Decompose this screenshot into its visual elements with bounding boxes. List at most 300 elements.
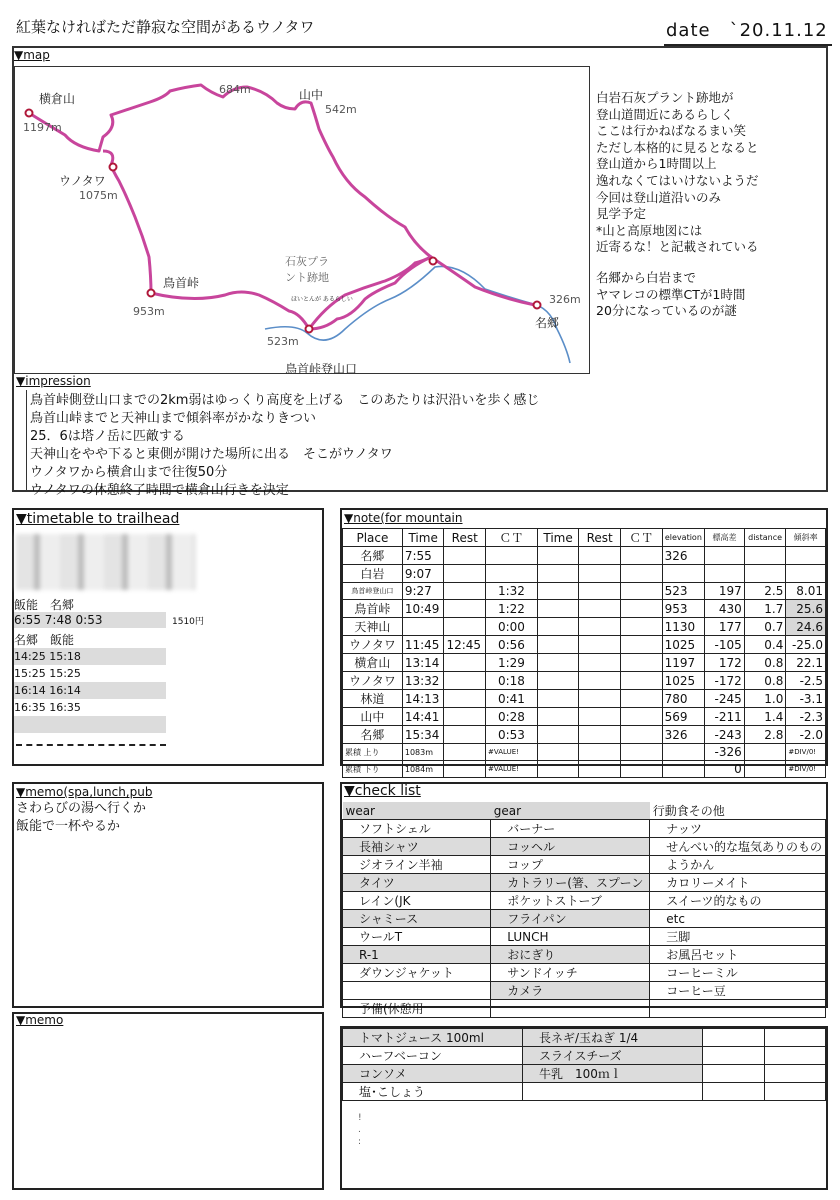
memo-heading: ▼memo <box>16 1013 64 1027</box>
map-label-yamanaka: 山中 <box>299 88 324 102</box>
memo-spa-text <box>16 800 146 836</box>
note-place: 横倉山 <box>343 654 403 672</box>
map-note-line: 登山道間近にあるらしく <box>596 106 734 122</box>
note-cell <box>537 600 579 618</box>
total-diff: -326 <box>705 744 745 761</box>
map-note-line: 登山道から1時間以上 <box>596 156 717 172</box>
note-dist: 2.5 <box>744 583 786 600</box>
note-rest <box>444 708 486 726</box>
note-diff: -211 <box>705 708 745 726</box>
checklist-col-wear: wear <box>343 802 491 820</box>
note-diff: -105 <box>705 636 745 654</box>
note-rest <box>444 618 486 636</box>
note-grade: -3.1 <box>786 690 826 708</box>
note-cell <box>444 744 486 761</box>
note-place: 鳥首峠 <box>343 600 403 618</box>
note-dist: 1.4 <box>744 708 786 726</box>
map-label-nago-elev: 326m <box>549 293 581 306</box>
note-diff: 172 <box>705 654 745 672</box>
shopping-item[interactable]: トマトジュース 100ml <box>343 1029 523 1047</box>
shopping-empty <box>764 1083 826 1101</box>
map-label-yamanaka-elev: 542m <box>325 103 357 116</box>
note-place: 鳥首峠登山口 <box>343 583 403 600</box>
map-note-line: *山と高原地図には <box>596 222 703 238</box>
note-cell <box>620 636 662 654</box>
note-elev: 953 <box>662 600 705 618</box>
impression-line: 天神山をやや下ると東側が開けた場所に出る そこがウノタワ <box>30 447 393 462</box>
note-cell <box>620 761 662 778</box>
note-dist: 1.0 <box>744 690 786 708</box>
note-col: Time <box>402 529 444 547</box>
note-dist <box>744 565 786 583</box>
note-row <box>343 726 826 744</box>
note-ct <box>486 547 538 565</box>
shopping-item[interactable]: スライスチーズ <box>523 1047 703 1065</box>
page-title: 紅葉なければただ静寂な空間があるウノタワ <box>16 18 315 36</box>
checklist-gear-item[interactable]: カメラ <box>491 982 650 1000</box>
shopping-row <box>343 1083 826 1101</box>
note-diff: -243 <box>705 726 745 744</box>
checklist-food-item[interactable]: せんべい的な塩気ありのもの <box>650 838 826 856</box>
note-time: 9:27 <box>402 583 444 600</box>
note-grade: 8.01 <box>786 583 826 600</box>
note-diff: 177 <box>705 618 745 636</box>
checklist-wear-item[interactable]: レイン(JK <box>343 892 491 910</box>
note-place: 名郷 <box>343 547 403 565</box>
note-cell <box>620 654 662 672</box>
note-cell <box>579 654 621 672</box>
note-dist: 1.7 <box>744 600 786 618</box>
checklist-gear-item[interactable]: コップ <box>491 856 650 874</box>
note-col: Time <box>537 529 579 547</box>
shopping-row <box>343 1029 826 1047</box>
note-cell <box>579 583 621 600</box>
checklist-gear-item[interactable]: おにぎり <box>491 946 650 964</box>
note-place: ウノタワ <box>343 672 403 690</box>
note-rest <box>444 565 486 583</box>
note-cell <box>579 565 621 583</box>
note-cell <box>620 744 662 761</box>
note-row <box>343 636 826 654</box>
impression-line: 鳥首山峠までと天神山まで傾斜率がかなりきつい <box>30 411 317 426</box>
timetable-route2: 名郷 飯能 <box>14 633 75 647</box>
checklist-gear-item[interactable]: カトラリー(箸、スプーン <box>491 874 650 892</box>
shopping-empty <box>703 1029 765 1047</box>
map-label-lime-plant-2: ント跡地 <box>285 271 329 284</box>
note-heading: ▼note(for mountain <box>344 511 463 525</box>
shopping-item[interactable]: コンソメ <box>343 1065 523 1083</box>
note-elev: 326 <box>662 726 705 744</box>
note-body <box>343 547 826 744</box>
note-cell <box>579 726 621 744</box>
checklist-food-item[interactable]: ようかん <box>650 856 826 874</box>
note-cell <box>620 565 662 583</box>
note-grade: -25.0 <box>786 636 826 654</box>
note-row <box>343 690 826 708</box>
shopping-row <box>343 1065 826 1083</box>
total-grade: #DIV/0! <box>786 761 826 778</box>
map-label-684: 684m <box>219 83 251 96</box>
note-cell <box>620 672 662 690</box>
checklist-food-item[interactable]: スイーツ的なもの <box>650 892 826 910</box>
checklist-wear-item[interactable]: 長袖シャツ <box>343 838 491 856</box>
checklist-row <box>343 820 826 838</box>
note-dist: 2.8 <box>744 726 786 744</box>
impression-line: 鳥首峠側登山口までの2km弱はゆっくり高度を上げる このあたりは沢沿いを歩く感じ <box>30 393 540 408</box>
note-cell <box>620 690 662 708</box>
note-cell <box>744 744 786 761</box>
waypoint-torikubitoge <box>148 290 155 297</box>
note-elev: 326 <box>662 547 705 565</box>
note-ct: 1:29 <box>486 654 538 672</box>
note-elev: 569 <box>662 708 705 726</box>
checklist-gear-item[interactable]: ポケットストーブ <box>491 892 650 910</box>
shopping-item[interactable] <box>523 1083 703 1101</box>
impression-heading: ▼impression <box>16 374 91 388</box>
waypoint-unotawa <box>110 164 117 171</box>
map-label-trailhead-elev: 523m <box>267 335 299 348</box>
map-note-line: 今回は登山道沿いのみ <box>596 189 722 205</box>
timetable-fare: 1510円 <box>172 617 204 627</box>
note-place: 山中 <box>343 708 403 726</box>
checklist-wear-item[interactable]: ソフトシェル <box>343 820 491 838</box>
note-row <box>343 565 826 583</box>
note-time: 13:14 <box>402 654 444 672</box>
note-row <box>343 654 826 672</box>
note-total-down <box>343 761 826 778</box>
checklist-wear-item[interactable]: 予備(休憩用 <box>343 1000 491 1018</box>
checklist-gear-item[interactable]: サンドイッチ <box>491 964 650 982</box>
total-label: 累積 下り <box>343 761 403 778</box>
memo-section <box>12 1012 324 1190</box>
shopping-item[interactable]: 塩･こしょう <box>343 1083 523 1101</box>
note-place: 白岩 <box>343 565 403 583</box>
map-heading: ▼map <box>14 48 50 62</box>
note-cell <box>537 654 579 672</box>
checklist-gear-item[interactable]: フライパン <box>491 910 650 928</box>
checklist-row <box>343 964 826 982</box>
checklist-food-item[interactable]: ナッツ <box>650 820 826 838</box>
note-row <box>343 583 826 600</box>
note-rest <box>444 726 486 744</box>
checklist-header-row <box>343 802 826 820</box>
shopping-marks: ! . : <box>358 1113 362 1147</box>
note-diff: 197 <box>705 583 745 600</box>
map-label-trailhead: 鳥首峠登山口 <box>285 362 358 373</box>
note-cell <box>444 761 486 778</box>
note-elev: 1025 <box>662 636 705 654</box>
note-grade: -2.3 <box>786 708 826 726</box>
total-value: 1084m <box>402 761 444 778</box>
waypoint-yokokurayama <box>26 110 33 117</box>
timetable-dashed-rule <box>16 744 166 746</box>
note-col: Place <box>343 529 403 547</box>
checklist-gear-item[interactable]: コッヘル <box>491 838 650 856</box>
note-ct: 0:53 <box>486 726 538 744</box>
shopping-empty <box>764 1029 826 1047</box>
note-rest <box>444 583 486 600</box>
note-row <box>343 672 826 690</box>
note-dist: 0.8 <box>744 654 786 672</box>
note-ct: 0:00 <box>486 618 538 636</box>
note-place: 天神山 <box>343 618 403 636</box>
note-place: ウノタワ <box>343 636 403 654</box>
map-note-line: 見学予定 <box>596 206 647 222</box>
total-label: 累積 上り <box>343 744 403 761</box>
note-cell <box>537 583 579 600</box>
note-time: 10:49 <box>402 600 444 618</box>
checklist-food-item[interactable]: コーヒー豆 <box>650 982 826 1000</box>
checklist-wear-item[interactable]: タイツ <box>343 874 491 892</box>
note-cell <box>620 708 662 726</box>
note-ct: 0:41 <box>486 690 538 708</box>
note-cell <box>620 600 662 618</box>
note-col: 標高差 <box>705 529 745 547</box>
note-row <box>343 547 826 565</box>
shopping-item[interactable]: ハーフベーコン <box>343 1047 523 1065</box>
note-time: 13:32 <box>402 672 444 690</box>
total-ct: #VALUE! <box>486 744 538 761</box>
note-dist: 0.7 <box>744 618 786 636</box>
note-col: Rest <box>444 529 486 547</box>
checklist-wear-item[interactable]: R-1 <box>343 946 491 964</box>
note-ct: 1:32 <box>486 583 538 600</box>
checklist-wear-item[interactable] <box>343 982 491 1000</box>
shopping-empty <box>703 1065 765 1083</box>
shopping-empty <box>703 1083 765 1101</box>
note-cell <box>579 672 621 690</box>
map-label-yokokurayama-elev: 1197m <box>23 121 62 134</box>
checklist-body <box>343 820 826 1018</box>
impression-text <box>30 392 539 500</box>
checklist-gear-item[interactable]: LUNCH <box>491 928 650 946</box>
checklist-wear-item[interactable]: ジオライン半袖 <box>343 856 491 874</box>
note-cell <box>537 636 579 654</box>
note-row <box>343 600 826 618</box>
note-cell <box>579 690 621 708</box>
waypoint-trailhead <box>306 326 313 333</box>
note-elev <box>662 565 705 583</box>
timetable-highlight <box>14 716 166 733</box>
note-cell <box>537 744 579 761</box>
timetable-heading: ▼timetable to trailhead <box>16 511 180 527</box>
note-time: 9:07 <box>402 565 444 583</box>
map-note-line: 近寄るな！と記載されている <box>596 239 759 255</box>
note-rest <box>444 690 486 708</box>
shopping-empty <box>703 1047 765 1065</box>
note-cell <box>537 761 579 778</box>
checklist-gear-item[interactable] <box>491 1000 650 1018</box>
note-cell <box>537 547 579 565</box>
note-cell <box>579 618 621 636</box>
checklist-heading: ▼check list <box>344 783 421 799</box>
checklist-col-food: 行動食その他 <box>652 804 725 818</box>
timetable-time: 14:25 15:18 <box>14 650 81 663</box>
map-note-spacer <box>596 256 759 270</box>
shopping-item[interactable]: 長ネギ/玉ねぎ 1/4 <box>523 1029 703 1047</box>
shopping-row <box>343 1047 826 1065</box>
timetable-time: 16:35 16:35 <box>14 701 81 714</box>
note-elev: 780 <box>662 690 705 708</box>
checklist-row <box>343 982 826 1000</box>
checklist-col-gear: gear <box>491 802 650 820</box>
shopping-item[interactable]: 牛乳 100ｍｌ <box>523 1065 703 1083</box>
note-grade: -2.0 <box>786 726 826 744</box>
memo-spa-line: さわらびの湯へ行くか <box>16 801 147 816</box>
note-cell <box>620 726 662 744</box>
note-elev: 1197 <box>662 654 705 672</box>
checklist-row <box>343 856 826 874</box>
note-time: 11:45 <box>402 636 444 654</box>
note-diff: 430 <box>705 600 745 618</box>
note-cell <box>537 690 579 708</box>
map-note-line: 名郷から白岩まで <box>596 269 697 285</box>
note-cell <box>537 708 579 726</box>
impression-rule <box>26 390 27 490</box>
map-frame <box>14 66 590 374</box>
total-ct: #VALUE! <box>486 761 538 778</box>
note-grade: 22.1 <box>786 654 826 672</box>
note-ct <box>486 565 538 583</box>
checklist-food-item[interactable]: カロリーメイト <box>650 874 826 892</box>
blurred-timetable-image <box>16 534 196 590</box>
total-grade: #DIV/0! <box>786 744 826 761</box>
route-line <box>29 85 431 329</box>
note-dist: 0.4 <box>744 636 786 654</box>
shopping-table <box>342 1028 826 1101</box>
note-diff: -172 <box>705 672 745 690</box>
checklist-gear-item[interactable]: バーナー <box>491 820 650 838</box>
timetable-route1-time: 6:55 7:48 0:53 <box>14 613 103 627</box>
memo-spa-heading: ▼memo(spa,lunch,pub <box>16 785 153 799</box>
checklist-food-item[interactable]: 三脚 <box>650 928 826 946</box>
checklist-row <box>343 874 826 892</box>
note-cell <box>662 761 705 778</box>
note-time: 7:55 <box>402 547 444 565</box>
note-cell <box>579 708 621 726</box>
checklist-wear-item[interactable]: シャミース <box>343 910 491 928</box>
checklist-food-item[interactable]: お風呂セット <box>650 946 826 964</box>
note-grade: 25.6 <box>786 600 826 618</box>
note-cell <box>579 636 621 654</box>
note-grade: -2.5 <box>786 672 826 690</box>
note-cell <box>537 565 579 583</box>
checklist-row <box>343 838 826 856</box>
note-header-row <box>343 529 826 547</box>
timetable-time: 16:14 16:14 <box>14 684 81 697</box>
waypoint-shiraiwa <box>430 258 437 265</box>
note-rest <box>444 600 486 618</box>
shopping-empty <box>764 1047 826 1065</box>
checklist-wear-item[interactable]: ウールT <box>343 928 491 946</box>
map-label-rumor: ほいとんが あるらしい <box>291 296 353 303</box>
map-label-unotawa: ウノタワ <box>59 174 106 188</box>
note-dist: 0.8 <box>744 672 786 690</box>
note-elev: 1025 <box>662 672 705 690</box>
note-ct: 1:22 <box>486 600 538 618</box>
checklist-food-item[interactable]: コーヒーミル <box>650 964 826 982</box>
note-grade <box>786 565 826 583</box>
note-rest: 12:45 <box>444 636 486 654</box>
date-label: date `20.11.12 <box>664 16 832 46</box>
note-grade: 24.6 <box>786 618 826 636</box>
note-time: 15:34 <box>402 726 444 744</box>
map-note <box>596 90 759 320</box>
note-col: Rest <box>579 529 621 547</box>
note-cell <box>537 618 579 636</box>
total-value: 1083m <box>402 744 444 761</box>
checklist-row <box>343 1000 826 1018</box>
note-time <box>402 618 444 636</box>
note-elev: 523 <box>662 583 705 600</box>
map-note-line: 20分になっているのが謎 <box>596 303 737 319</box>
checklist-table <box>342 802 826 1018</box>
map-note-line: 白岩石灰プラント跡地が <box>596 90 734 105</box>
map-note-line: ヤマレコの標準CTが1時間 <box>596 286 746 302</box>
map-label-nago: 名郷 <box>535 316 560 330</box>
note-table <box>342 528 826 778</box>
checklist-wear-item[interactable]: ダウンジャケット <box>343 964 491 982</box>
shopping-empty <box>764 1065 826 1083</box>
note-diff: -245 <box>705 690 745 708</box>
note-col: ＣＴ <box>486 529 538 547</box>
note-cell <box>620 618 662 636</box>
note-elev: 1130 <box>662 618 705 636</box>
shopping-body <box>343 1029 826 1101</box>
map-label-lime-plant-1: 石灰プラ <box>285 255 329 268</box>
note-cell <box>620 583 662 600</box>
note-cell <box>620 547 662 565</box>
map-label-lime-plant <box>285 255 329 284</box>
note-cell <box>662 744 705 761</box>
impression-line: ウノタワの休憩終了時間で横倉山行きを決定 <box>30 483 289 498</box>
note-col: ＣＴ <box>620 529 662 547</box>
note-rest <box>444 654 486 672</box>
note-cell <box>579 744 621 761</box>
map-label-yokokurayama: 横倉山 <box>39 92 76 106</box>
checklist-row <box>343 928 826 946</box>
checklist-row <box>343 910 826 928</box>
note-row <box>343 618 826 636</box>
note-diff <box>705 547 745 565</box>
note-place: 林道 <box>343 690 403 708</box>
checklist-food-item[interactable]: etc <box>650 910 826 928</box>
checklist-row <box>343 892 826 910</box>
note-cell <box>537 672 579 690</box>
map-note-line: 逸れなくてはいけないようだ <box>596 172 759 188</box>
note-place: 名郷 <box>343 726 403 744</box>
waypoint-nago <box>534 302 541 309</box>
note-ct: 0:28 <box>486 708 538 726</box>
note-rest <box>444 547 486 565</box>
note-ct: 0:18 <box>486 672 538 690</box>
checklist-row <box>343 946 826 964</box>
note-grade <box>786 547 826 565</box>
note-col: 傾斜率 <box>786 529 826 547</box>
memo-spa-line: 飯能で一杯やるか <box>16 819 121 834</box>
map-note-line: ただし本格的に見るとなると <box>596 139 759 155</box>
map-label-torikubitoge: 鳥首峠 <box>163 276 200 290</box>
note-diff <box>705 565 745 583</box>
note-cell <box>579 761 621 778</box>
route-map <box>15 67 589 373</box>
note-time: 14:13 <box>402 690 444 708</box>
checklist-food-item[interactable] <box>650 1000 826 1018</box>
map-label-unotawa-elev: 1075m <box>79 189 118 202</box>
note-cell <box>579 547 621 565</box>
note-rest <box>444 672 486 690</box>
note-col: distance <box>744 529 786 547</box>
